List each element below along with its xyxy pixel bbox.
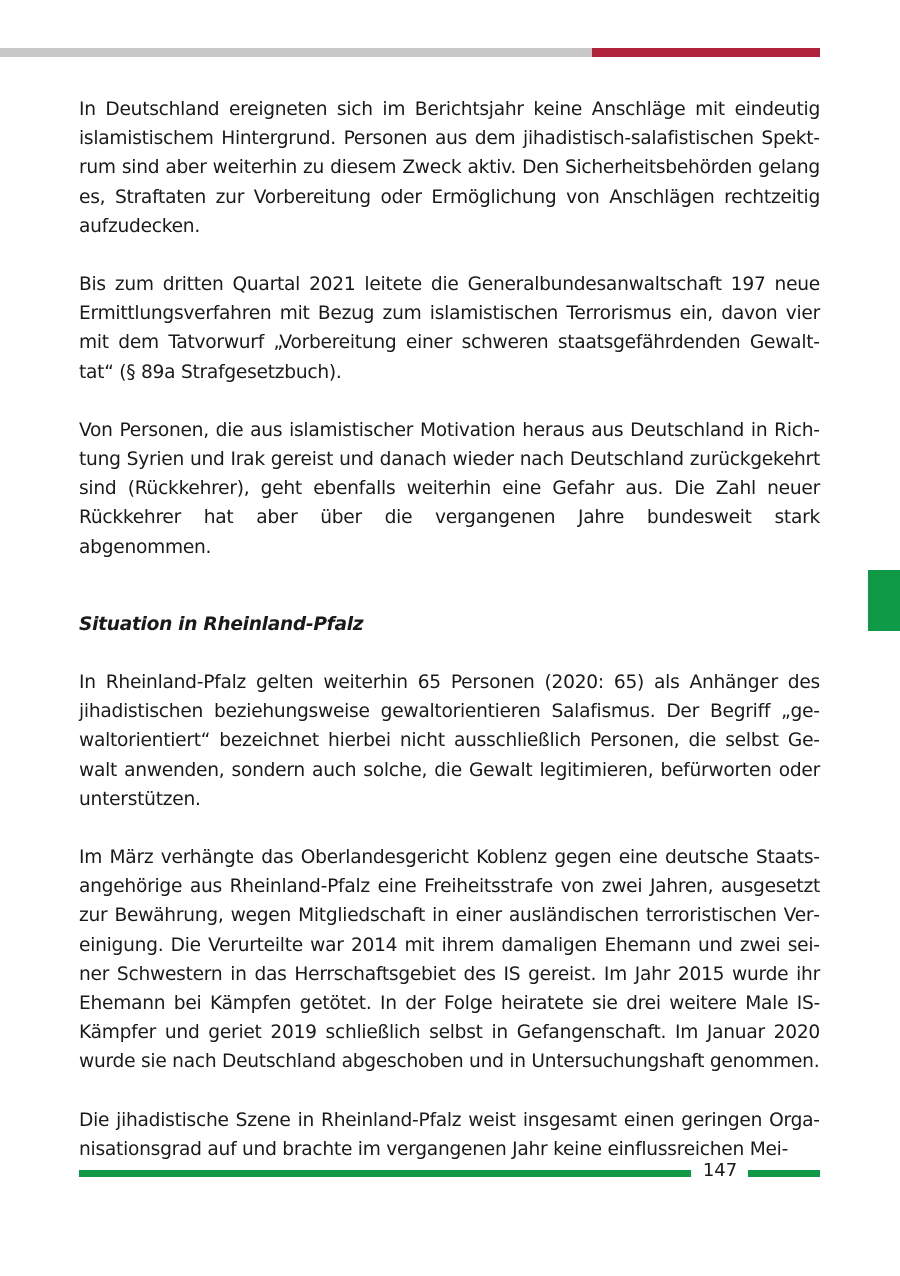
- footer-rule-right: [748, 1170, 820, 1177]
- footer-rule-left: [79, 1170, 691, 1177]
- page-body: [79, 95, 820, 1164]
- body-paragraph: Von Personen, die aus islamistischer Motivation heraus aus Deutschland in Richtung Syrien und Irak gereist und danach wieder nach Deutschland zurückgekehrt sind (Rückkehrer), geht ebenfalls weiterhin eine Gefahr aus. Die Zahl neuer Rückkehrer hat aber über die vergangenen Jahre bundesweit stark abgenommen.: [79, 419, 820, 558]
- body-paragraph: Im März verhängte das Oberlandesgericht Koblenz gegen eine deutsche Staatsangehörige aus Rheinland-Pfalz eine Freiheitsstrafe von zwei Jahren, ausgesetzt zur Bewährung, wegen Mitgliedschaft in einer ausländischen terroristischen Vereinigung. Die Verurteilte war 2014 mit ihrem damaligen Ehemann und zwei seiner Schwestern in das Herrschaftsgebiet des IS gereist. Im Jahr 2015 wurde ihr Ehemann bei Kämpfen getötet. In der Folge heiratete sie drei weitere Male IS-Kämpfer und geriet 2019 schließlich selbst in Gefangenschaft. Im Januar 2020 wurde sie nach Deutschland abgeschoben und in Untersuchungshaft genommen.: [79, 847, 820, 1073]
- section-heading: Situation in Rheinland-Pfalz: [79, 613, 364, 635]
- body-paragraph: Bis zum dritten Quartal 2021 leitete die Generalbundesanwaltschaft 197 neue Ermittlungsverfahren mit Bezug zum islamistischen Terrorismus ein, davon vier mit dem Tatvorwurf „Vorbereitung einer schweren staatsgefährdenden Gewalttat“ (§ 89a Strafgesetzbuch).: [79, 274, 820, 383]
- body-paragraph: In Rheinland-Pfalz gelten weiterhin 65 Personen (2020: 65) als Anhänger des jihadistischen beziehungsweise gewaltorientieren Salafismus. Der Begriff „gewaltorientiert“ bezeichnet hierbei nicht ausschließlich Personen, die selbst Gewalt anwenden, sondern auch solche, die Gewalt legitimieren, befürworten oder unterstützen.: [79, 672, 820, 810]
- page-number: 147: [702, 1160, 738, 1181]
- header-rule-grey: [0, 48, 592, 57]
- chapter-side-tab: [868, 570, 900, 631]
- header-rule-red: [592, 48, 820, 57]
- body-paragraph: Die jihadistische Szene in Rheinland-Pfalz weist insgesamt einen geringen Organisationsgrad auf und brachte im vergangenen Jahr keine einflussreichen Mei-: [79, 1109, 820, 1160]
- body-paragraph: In Deutschland ereigneten sich im Berichtsjahr keine Anschläge mit eindeutig islamistischem Hintergrund. Personen aus dem jihadistisch-salafistischen Spektrum sind aber weiterhin zu diesem Zweck aktiv. Den Sicherheitsbehörden gelang es, Straftaten zur Vorbereitung oder Ermöglichung von Anschlägen rechtzeitig aufzudecken.: [79, 99, 820, 237]
